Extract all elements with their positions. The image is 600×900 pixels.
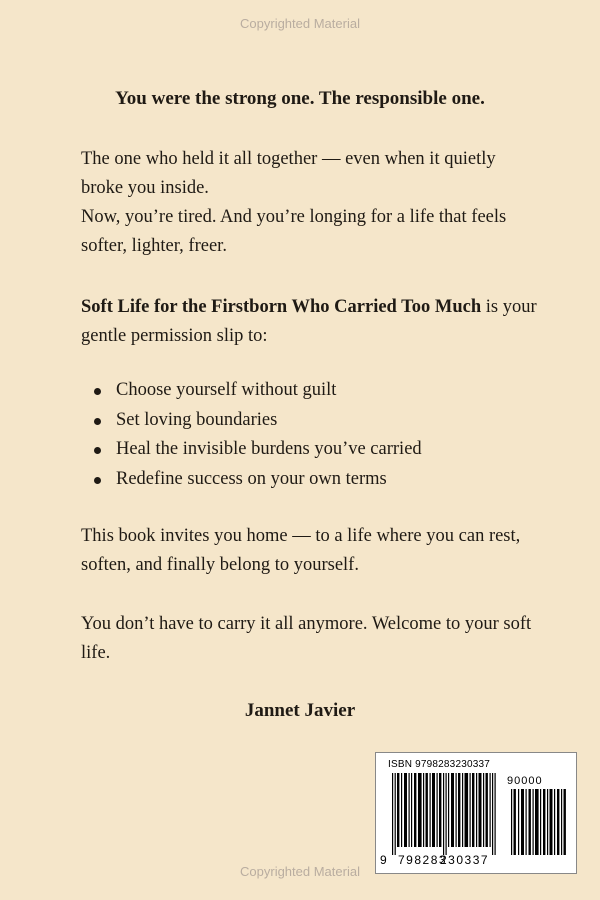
intro-paragraph	[81, 145, 541, 261]
list-item: Set loving boundaries	[81, 406, 541, 436]
isbn-label: ISBN 9798283230337	[388, 759, 491, 770]
title-suffix: is your gentle permission slip to:	[81, 297, 537, 346]
book-title: Soft Life for the Firstborn Who Carried Too Much	[81, 297, 482, 317]
list-item: Heal the invisible burdens you’ve carried	[81, 435, 541, 465]
author-name: Jannet Javier	[244, 700, 356, 721]
list-item: Choose yourself without guilt	[81, 376, 541, 406]
closing-paragraph: You don’t have to carry it all anymore. Welcome to your soft life.	[81, 614, 532, 663]
intro-line-2: Now, you’re tired. And you’re longing for a life that feels softer, lighter, freer.	[81, 207, 507, 256]
watermark-top: Copyrighted Material	[240, 16, 360, 31]
barcode-digits-left: 798283	[398, 853, 448, 867]
watermark-bottom: Copyrighted Material	[240, 864, 360, 879]
barcode-bars	[386, 773, 506, 855]
headline: You were the strong one. The responsible one.	[115, 88, 485, 109]
invite-paragraph: This book invites you home — to a life where you can rest, soften, and finally belong to yourself.	[81, 526, 521, 575]
price-code: 90000	[507, 775, 543, 787]
price-barcode-bars	[510, 789, 568, 855]
barcode-digits-right: 230337	[440, 853, 490, 867]
title-paragraph	[81, 293, 541, 351]
list-item: Redefine success on your own terms	[81, 465, 541, 495]
isbn-barcode	[375, 752, 577, 874]
barcode-digit-first: 9	[380, 853, 389, 867]
intro-line-1: The one who held it all together — even when it quietly broke you inside.	[81, 149, 496, 198]
benefit-list	[81, 376, 541, 494]
